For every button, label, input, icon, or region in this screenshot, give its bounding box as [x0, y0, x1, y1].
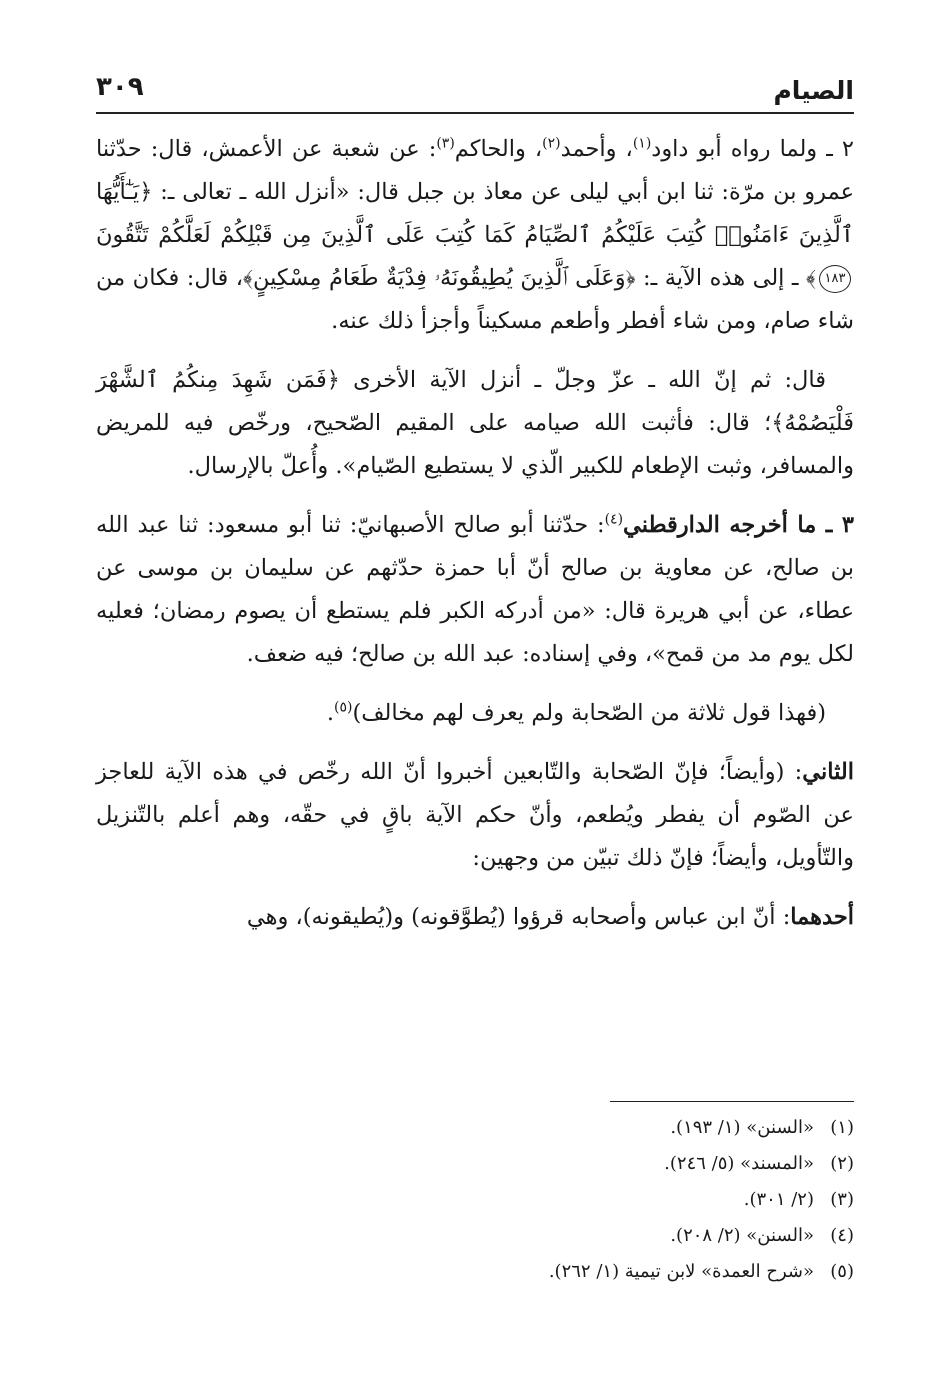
- footnote-item: [96, 1218, 854, 1254]
- footnote-ref-4: (٤): [604, 511, 624, 528]
- paragraph-hadith-muadh: [96, 128, 854, 343]
- header-rule: [96, 112, 854, 114]
- footnote-separator: [610, 1101, 854, 1102]
- paragraph-quote-three-companions: [96, 692, 854, 735]
- running-title: الصيام: [773, 76, 854, 105]
- footnote-number: (٣): [830, 1189, 854, 1210]
- footnote-item: [96, 1254, 854, 1290]
- footnote-number: (٤): [830, 1225, 854, 1246]
- footnote-ref-1: (١): [632, 135, 652, 152]
- para6-text: : أنّ ابن عباس وأصحابه قرؤوا (يُطوَّقونه) و(يُطيقونه)، وهي: [246, 904, 791, 930]
- footnote-item: [96, 1146, 854, 1182]
- paragraph-abrogation: قال: ثم إنّ الله ـ عزّ وجلّ ـ أنزل الآية الأخرى ﴿فَمَن شَهِدَ مِنكُمُ ٱلشَّهْرَ فَلْيَصُمْهُ﴾؛ قال: فأثبت الله صيامه على المقيم الصّحيح، ورخّص فيه للمريض والمسافر، وثبت الإطعام للكبير الّذي لا يستطيع الصّيام». وأُعلّ بالإرسال.: [96, 367, 854, 479]
- para1-text-4: : عن شعبة عن الأعمش، قال: حدّثنا عمرو بن مرّة: ثنا ابن أبي ليلى عن معاذ بن جبل قال: «أنزل الله ـ تعالى ـ: ﴿يَـٰٓأَيُّهَا ٱلَّذِينَ ءَامَنُوا۟ كُتِبَ عَلَيْكُمُ ٱلصِّيَامُ كَمَا كُتِبَ عَلَى ٱلَّذِينَ مِن قَبْلِكُمْ لَعَلَّكُمْ تَتَّقُونَ: [96, 136, 854, 248]
- footnote-text: «شرح العمدة» لابن تيمية (١/ ٢٦٢).: [548, 1261, 814, 1282]
- para1-text-2: ، وأحمد: [560, 136, 633, 162]
- paragraph-second-point: [96, 751, 854, 880]
- verse-number-marker: ١٨٣: [819, 265, 851, 293]
- first-aspect-heading: أحدهما: [790, 904, 854, 930]
- footnote-ref-3: (٣): [436, 135, 455, 152]
- page-number: ٣٠٩: [96, 72, 144, 102]
- footnote-ref-5: (٥): [333, 699, 353, 716]
- daraqutni-heading: ٣ ـ ما أخرجه الدارقطني: [623, 512, 854, 538]
- para1-text-3: ، والحاكم: [454, 136, 543, 162]
- para1-text-5: ﴾ ـ إلى هذه الآية ـ: ﴿وَعَلَى ٱلَّذِينَ يُطِيقُونَهُۥ فِدْيَةٌ طَعَامُ مِسْكِينٍ﴾، قال: فكان من شاء صام، ومن شاء أفطر وأطعم مسكيناً وأجزأ ذلك عنه.: [96, 265, 854, 334]
- footnote-item: [96, 1110, 854, 1146]
- footnote-text: «المسند» (٥/ ٢٤٦).: [664, 1153, 814, 1174]
- page-header: [96, 62, 854, 106]
- footnote-item: [96, 1182, 854, 1218]
- footnote-text: «السنن» (١/ ١٩٣).: [670, 1117, 814, 1138]
- para4-end: .: [326, 700, 334, 726]
- footnote-text: «السنن» (٢/ ٢٠٨).: [670, 1225, 814, 1246]
- para3-text: : حدّثنا أبو صالح الأصبهانيّ: ثنا أبو مسعود: ثنا عبد الله بن صالح، عن معاوية بن صالح أنّ أبا حمزة حدّثهم عن سليمان بن موسى عن عطاء، عن أبي هريرة قال: «من أدركه الكبر فلم يستطع أن يصوم رمضان؛ فعليه لكل يوم مد من قمح»، وفي إسناده: عبد الله بن صالح؛ فيه ضعف.: [96, 512, 854, 667]
- footnotes: [96, 1110, 854, 1290]
- para5-text: : (وأيضاً؛ فإنّ الصّحابة والتّابعين أخبروا أنّ الله رخّص في هذه الآية للعاجز عن الصّوم أن يفطر ويُطعم، وأنّ حكم الآية باقٍ في حقّه، وهم أعلم بالتّنزيل والتّأويل، وأيضاً؛ فإنّ ذلك تبيّن من وجهين:: [96, 759, 854, 871]
- paragraph-first-aspect: [96, 896, 854, 939]
- second-point-heading: الثاني: [802, 759, 854, 785]
- para4-text: (فهذا قول ثلاثة من الصّحابة ولم يعرف لهم مخالف): [352, 700, 826, 726]
- footnote-number: (٢): [830, 1153, 854, 1174]
- para1-text-1: ٢ ـ ولما رواه أبو داود: [651, 136, 854, 162]
- footnote-ref-2: (٢): [542, 135, 561, 152]
- paragraph-daraqutni: [96, 504, 854, 676]
- footnote-number: (١): [830, 1117, 854, 1138]
- footnote-text: (٢/ ٣٠١).: [743, 1189, 814, 1210]
- footnote-number: (٥): [830, 1261, 854, 1282]
- main-text: [96, 128, 854, 939]
